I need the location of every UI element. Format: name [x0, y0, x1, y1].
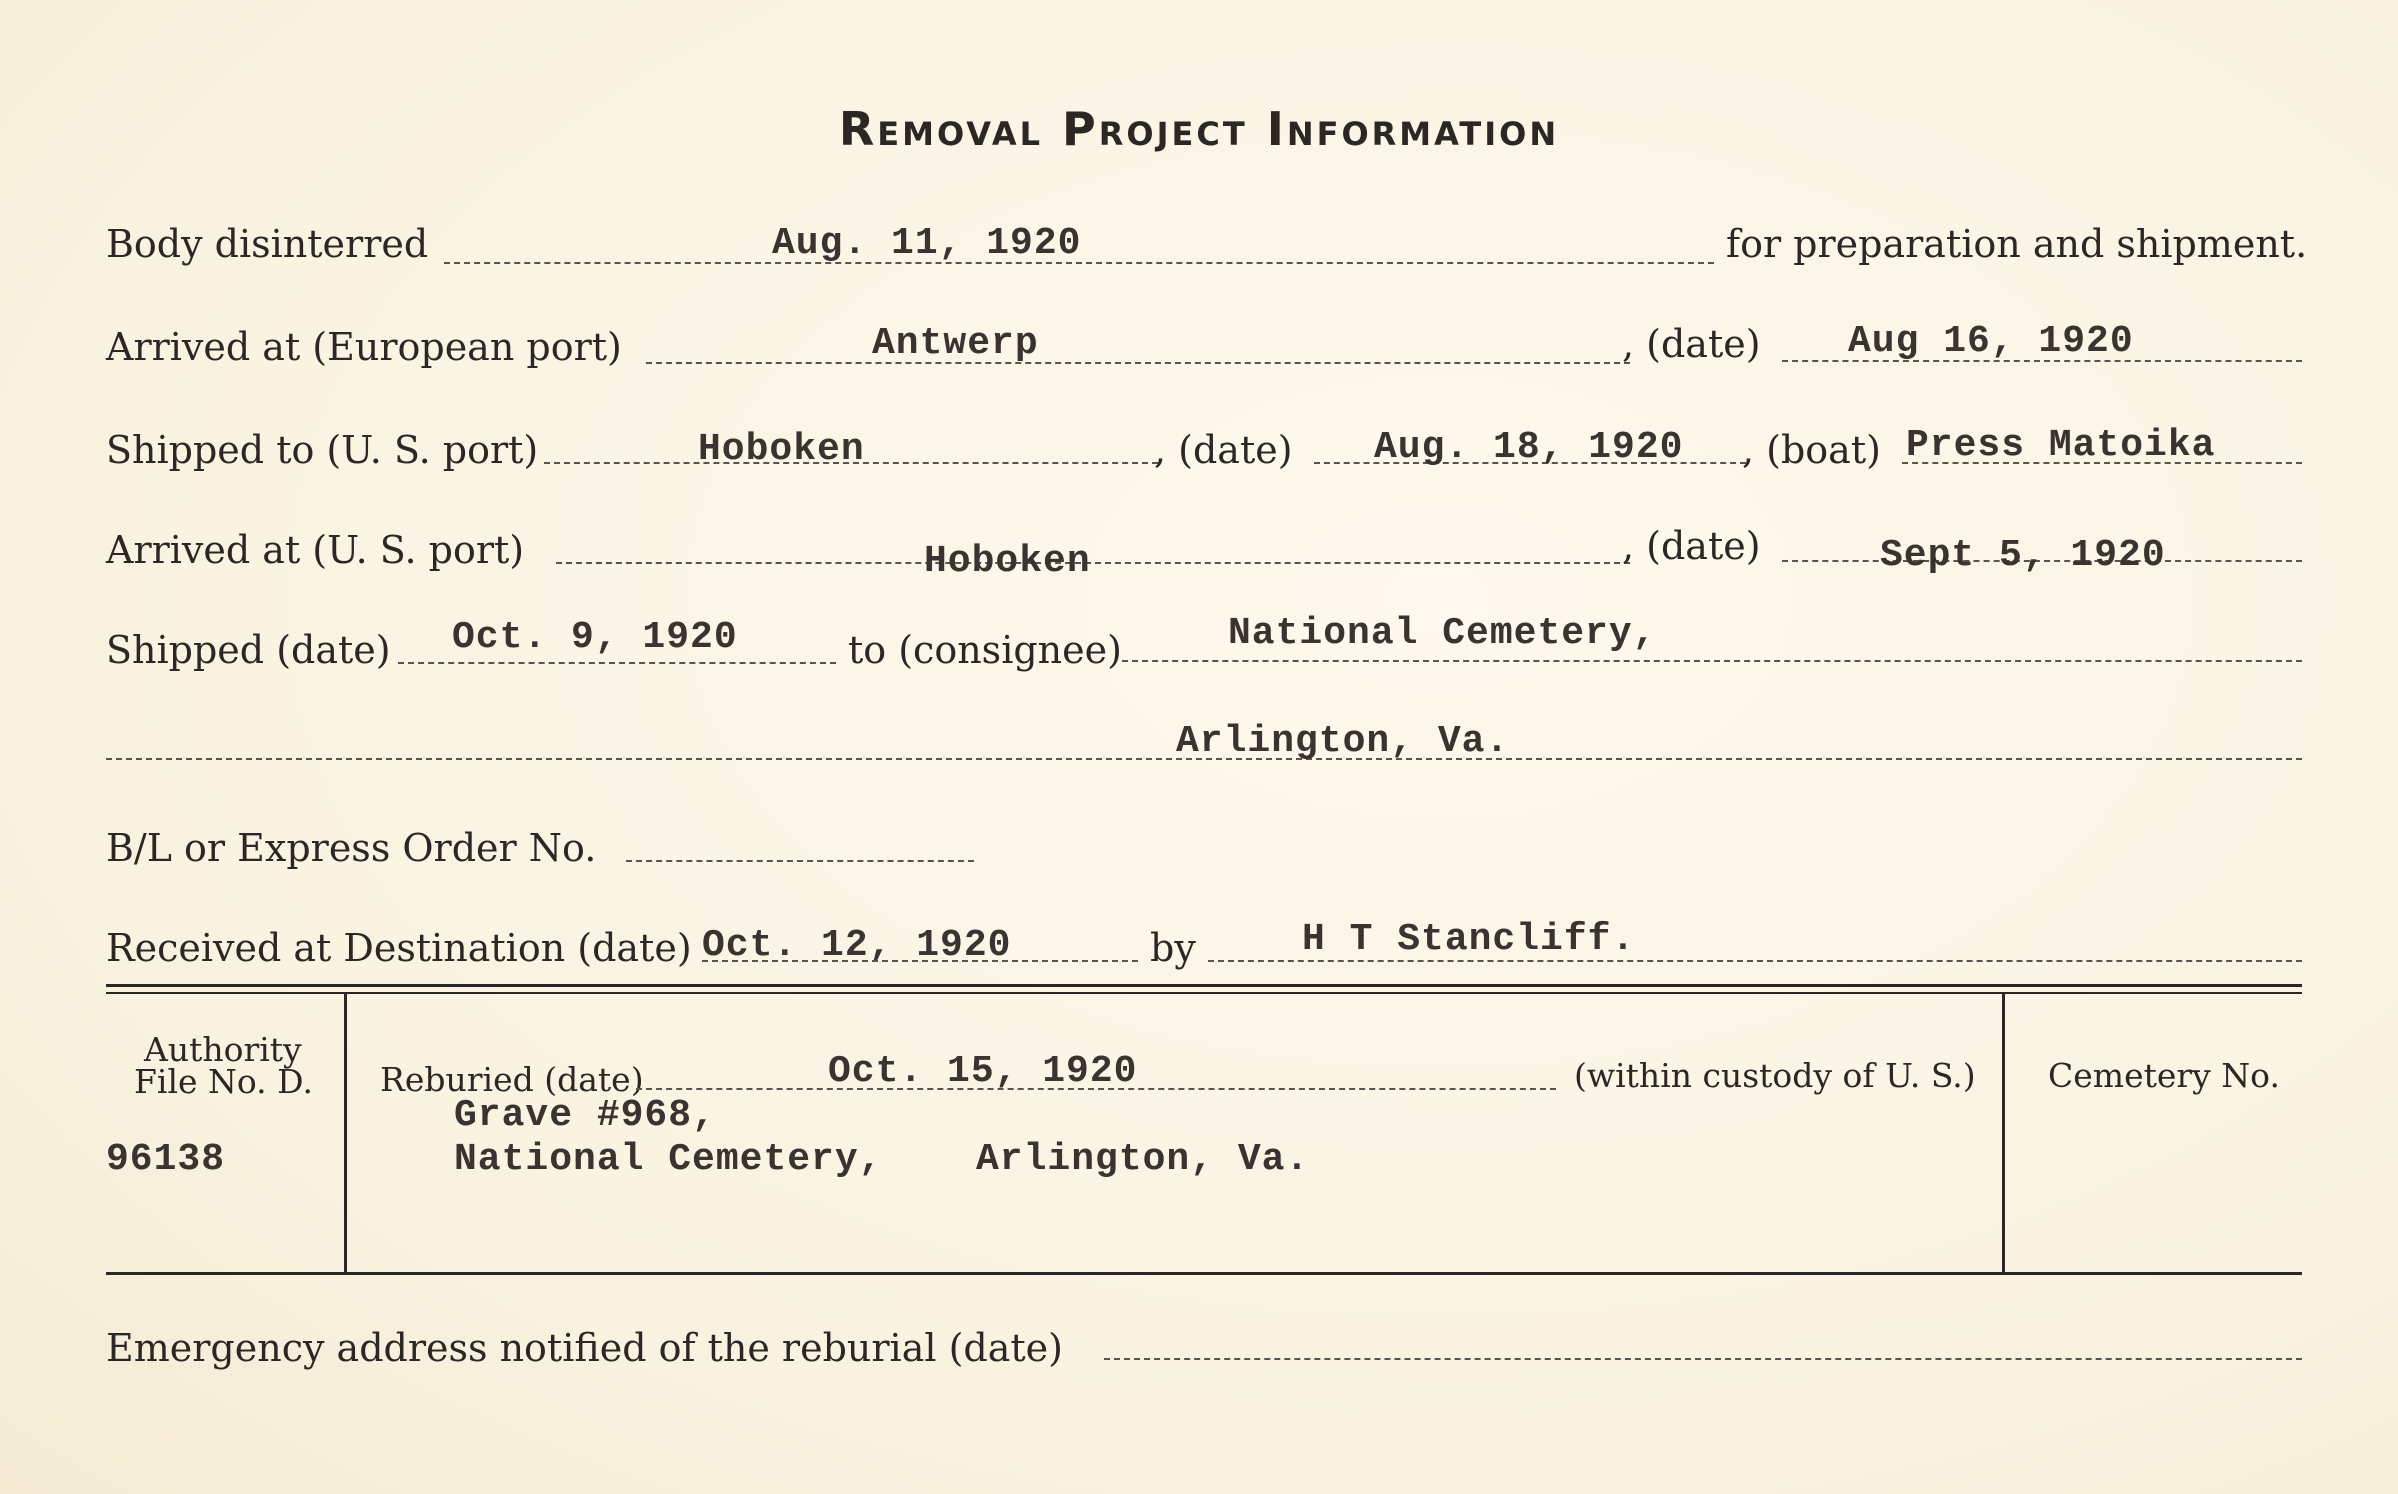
cemetery-label: Cemetery No. — [2048, 1056, 2280, 1095]
custody-label: (within custody of U. S.) — [1574, 1056, 1976, 1095]
arrived-eu-date-label: , (date) — [1622, 322, 1761, 366]
box-divider-left — [344, 994, 347, 1272]
received-label: Received at Destination (date) — [106, 926, 692, 970]
grave-line-1: Grave #968, — [454, 1094, 716, 1137]
shipped-date-value: Oct. 9, 1920 — [452, 616, 738, 659]
shipped-us-value: Hoboken — [698, 428, 865, 471]
arrived-eu-label: Arrived at (European port) — [106, 325, 622, 369]
authority-value: 96138 — [106, 1138, 226, 1181]
arrived-us-value: Hoboken — [924, 540, 1091, 583]
arrived-us-line — [556, 562, 1630, 564]
received-date-line — [702, 960, 1138, 962]
arrived-eu-line — [646, 362, 1630, 364]
reburied-label: Reburied (date) — [380, 1060, 644, 1099]
shipped-label: Shipped (date) — [106, 628, 391, 672]
bl-line — [626, 860, 974, 862]
reburied-value: Oct. 15, 1920 — [828, 1050, 1138, 1093]
consignee-label: to (consignee) — [848, 628, 1122, 672]
arrived-us-date-value: Sept 5, 1920 — [1880, 534, 2166, 577]
arrived-us-label: Arrived at (U. S. port) — [106, 528, 525, 572]
shipped-date-line — [398, 662, 836, 664]
authority-label-1: Authority — [144, 1030, 302, 1069]
consignee-value-2: Arlington, Va. — [1176, 720, 1510, 763]
consignee-line-1 — [1122, 660, 2302, 662]
box-top-rule-2 — [106, 992, 2302, 994]
shipped-us-label: Shipped to (U. S. port) — [106, 428, 539, 472]
bl-label: B/L or Express Order No. — [106, 826, 597, 870]
emergency-label: Emergency address notified of the reburial (date) — [106, 1326, 1063, 1370]
received-date-value: Oct. 12, 1920 — [702, 924, 1012, 967]
shipped-us-date-label: , (date) — [1154, 428, 1293, 472]
received-by-label: by — [1150, 926, 1196, 970]
shipped-us-boat-label: , (boat) — [1742, 428, 1881, 472]
grave-line-2: National Cemetery, — [454, 1138, 883, 1181]
disinterred-suffix: for preparation and shipment. — [1726, 222, 2308, 266]
arrived-eu-date-value: Aug 16, 1920 — [1848, 320, 2134, 363]
box-top-rule — [106, 984, 2302, 987]
card-title: Removal Project Information — [838, 102, 1560, 156]
box-divider-right — [2002, 994, 2005, 1272]
arrived-eu-value: Antwerp — [872, 322, 1039, 365]
emergency-line — [1104, 1358, 2302, 1360]
disinterred-value: Aug. 11, 1920 — [772, 222, 1082, 265]
box-bottom-rule — [106, 1272, 2302, 1275]
received-by-value: H T Stancliff. — [1302, 918, 1636, 961]
shipped-us-date-value: Aug. 18, 1920 — [1374, 426, 1684, 469]
consignee-value-1: National Cemetery, — [1228, 612, 1657, 655]
grave-line-3: Arlington, Va. — [976, 1138, 1310, 1181]
disinterred-label: Body disinterred — [106, 222, 429, 266]
shipped-us-boat-value: Press Matoika — [1906, 424, 2216, 467]
authority-label-2: File No. D. — [134, 1062, 313, 1101]
arrived-us-date-label: , (date) — [1622, 524, 1761, 568]
